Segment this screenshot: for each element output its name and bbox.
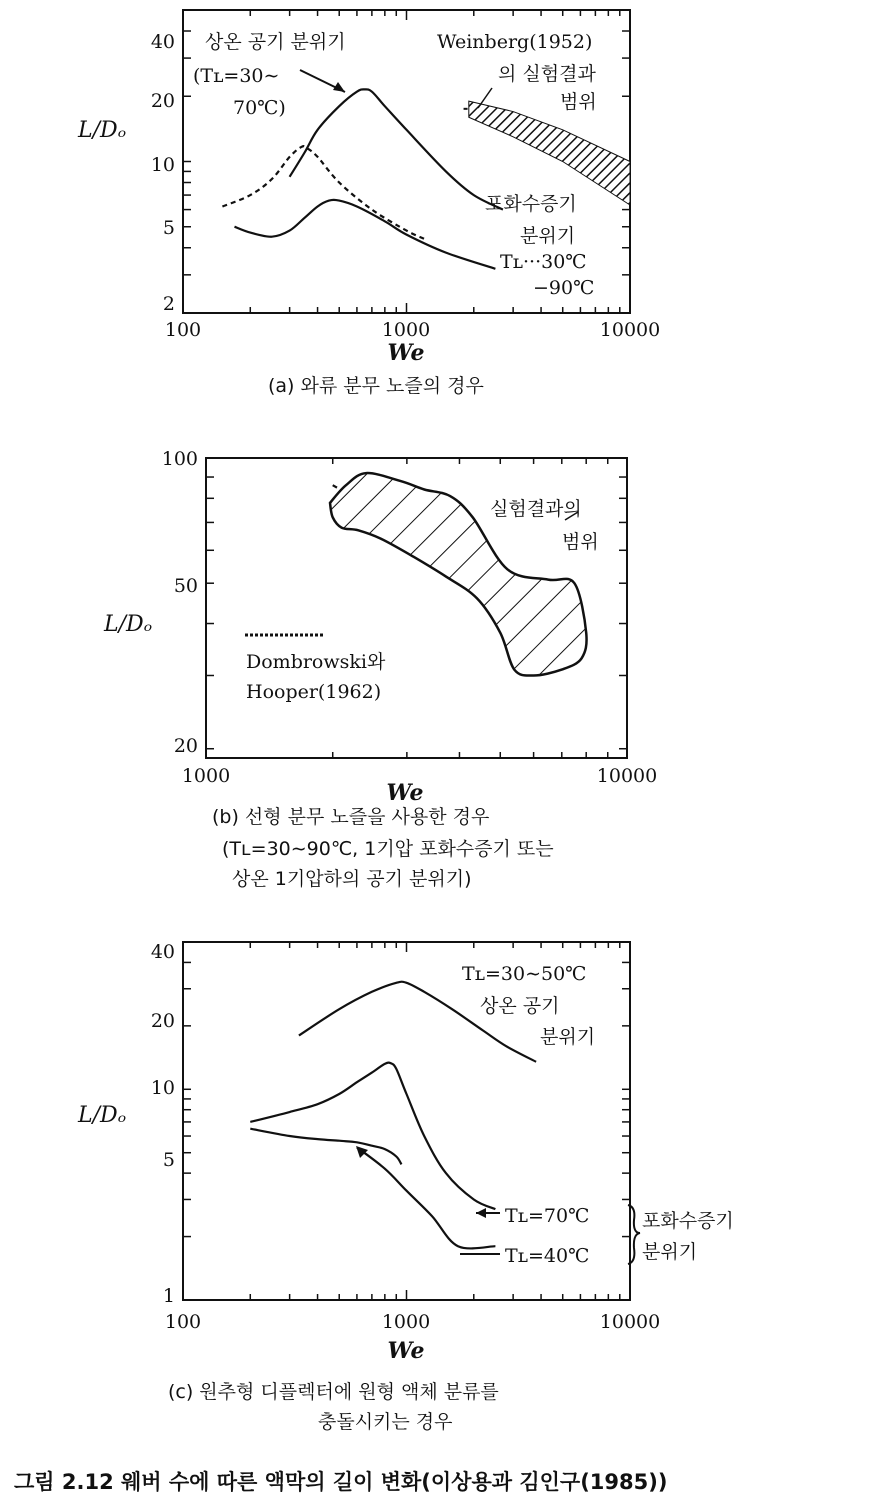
- ytick-5: 5: [162, 217, 175, 239]
- annotation-room-air: 상온 공기 분위기: [205, 31, 346, 53]
- x-axis-label: We: [387, 340, 425, 366]
- annotation-steam-brace: 포화수증기: [642, 1210, 734, 1232]
- y-axis-label: L/Dₒ: [104, 612, 153, 637]
- ytick-20: 20: [173, 735, 198, 757]
- annotation-dombrowski: Dombrowski와: [246, 651, 386, 673]
- ytick-20: 20: [150, 90, 175, 112]
- annotation-exp-range: 실험결과의: [490, 498, 582, 520]
- series-a-3-line: [235, 200, 496, 269]
- x-axis-label: We: [387, 1338, 425, 1364]
- annotation-steam: 포화수증기: [485, 193, 577, 215]
- annotation-weinberg-3: 범위: [560, 91, 597, 113]
- caption-b-2: (Tʟ=30∼90℃, 1기압 포화수증기 또는: [222, 838, 554, 860]
- panel-a: [77, 10, 660, 366]
- annotation-tl40: Tʟ=40℃: [505, 1245, 590, 1267]
- annotation-steam-2: 분위기: [520, 225, 576, 247]
- ytick-10: 10: [150, 154, 175, 176]
- annotation-air-2: 분위기: [540, 1026, 596, 1048]
- ytick-100: 100: [161, 448, 198, 470]
- ytick-50: 50: [173, 575, 198, 597]
- caption-c-2: 충돌시키는 경우: [318, 1411, 453, 1433]
- caption-c-1: (c) 원추형 디플렉터에 원형 액체 분류를: [168, 1381, 499, 1403]
- ytick-40: 40: [150, 31, 175, 53]
- xtick-1000: 1000: [181, 765, 231, 787]
- xtick-10000: 10000: [599, 1311, 661, 1333]
- series-a-4-band: [469, 101, 630, 205]
- series-c-1-line: [299, 982, 536, 1062]
- leader-tl70-head: [476, 1208, 486, 1218]
- ytick-1: 1: [162, 1285, 175, 1307]
- annotation-tl-range-1: (Tʟ=30∼: [193, 65, 280, 87]
- xtick-100: 100: [164, 319, 202, 341]
- xtick-1000: 1000: [381, 319, 431, 341]
- ytick-2: 2: [162, 293, 175, 315]
- series-a-2-line: [222, 146, 424, 239]
- ytick-40: 40: [150, 941, 175, 963]
- annotation-weinberg: Weinberg(1952): [437, 31, 593, 53]
- panel-b: [103, 448, 657, 806]
- xtick-1000: 1000: [381, 1311, 431, 1333]
- ytick-20: 20: [150, 1010, 175, 1032]
- xtick-10000: 10000: [596, 765, 658, 787]
- annotation-steam-tl-2: −90℃: [533, 277, 595, 299]
- annotation-tl70: Tʟ=70℃: [505, 1205, 590, 1227]
- y-axis-label: L/Dₒ: [78, 1103, 127, 1128]
- annotation-steam-brace-2: 분위기: [642, 1241, 698, 1263]
- x-axis-label: We: [386, 780, 424, 806]
- leader-tl40-arrow-head: [356, 1146, 368, 1158]
- annotation-weinberg-2: 의 실험결과: [498, 63, 596, 85]
- caption-a: (a) 와류 분무 노즐의 경우: [268, 375, 484, 397]
- panel-c: [77, 941, 734, 1364]
- caption-b-1: (b) 선형 분무 노즐을 사용한 경우: [212, 806, 490, 828]
- y-axis-label: L/Dₒ: [78, 118, 127, 143]
- ytick-10: 10: [150, 1077, 175, 1099]
- caption-b-3: 상온 1기압하의 공기 분위기): [232, 868, 472, 890]
- figure-caption: 그림 2.12 웨버 수에 따른 액막의 길이 변화(이상용과 김인구(1985)): [14, 1470, 668, 1494]
- annotation-steam-tl: Tʟ···30℃: [500, 251, 587, 273]
- series-c-4-line: [357, 1147, 496, 1248]
- annotation-air-tl: Tʟ=30∼50℃: [462, 963, 587, 985]
- annotation-exp-range-2: 범위: [562, 531, 599, 553]
- annotation-air: 상온 공기: [480, 995, 560, 1017]
- xtick-100: 100: [164, 1311, 202, 1333]
- annotation-dombrowski-2: Hooper(1962): [246, 681, 382, 703]
- xtick-10000: 10000: [599, 319, 661, 341]
- ytick-5: 5: [162, 1149, 175, 1171]
- series-c-3-line: [250, 1129, 401, 1165]
- annotation-tl-range-2: 70℃): [233, 97, 286, 119]
